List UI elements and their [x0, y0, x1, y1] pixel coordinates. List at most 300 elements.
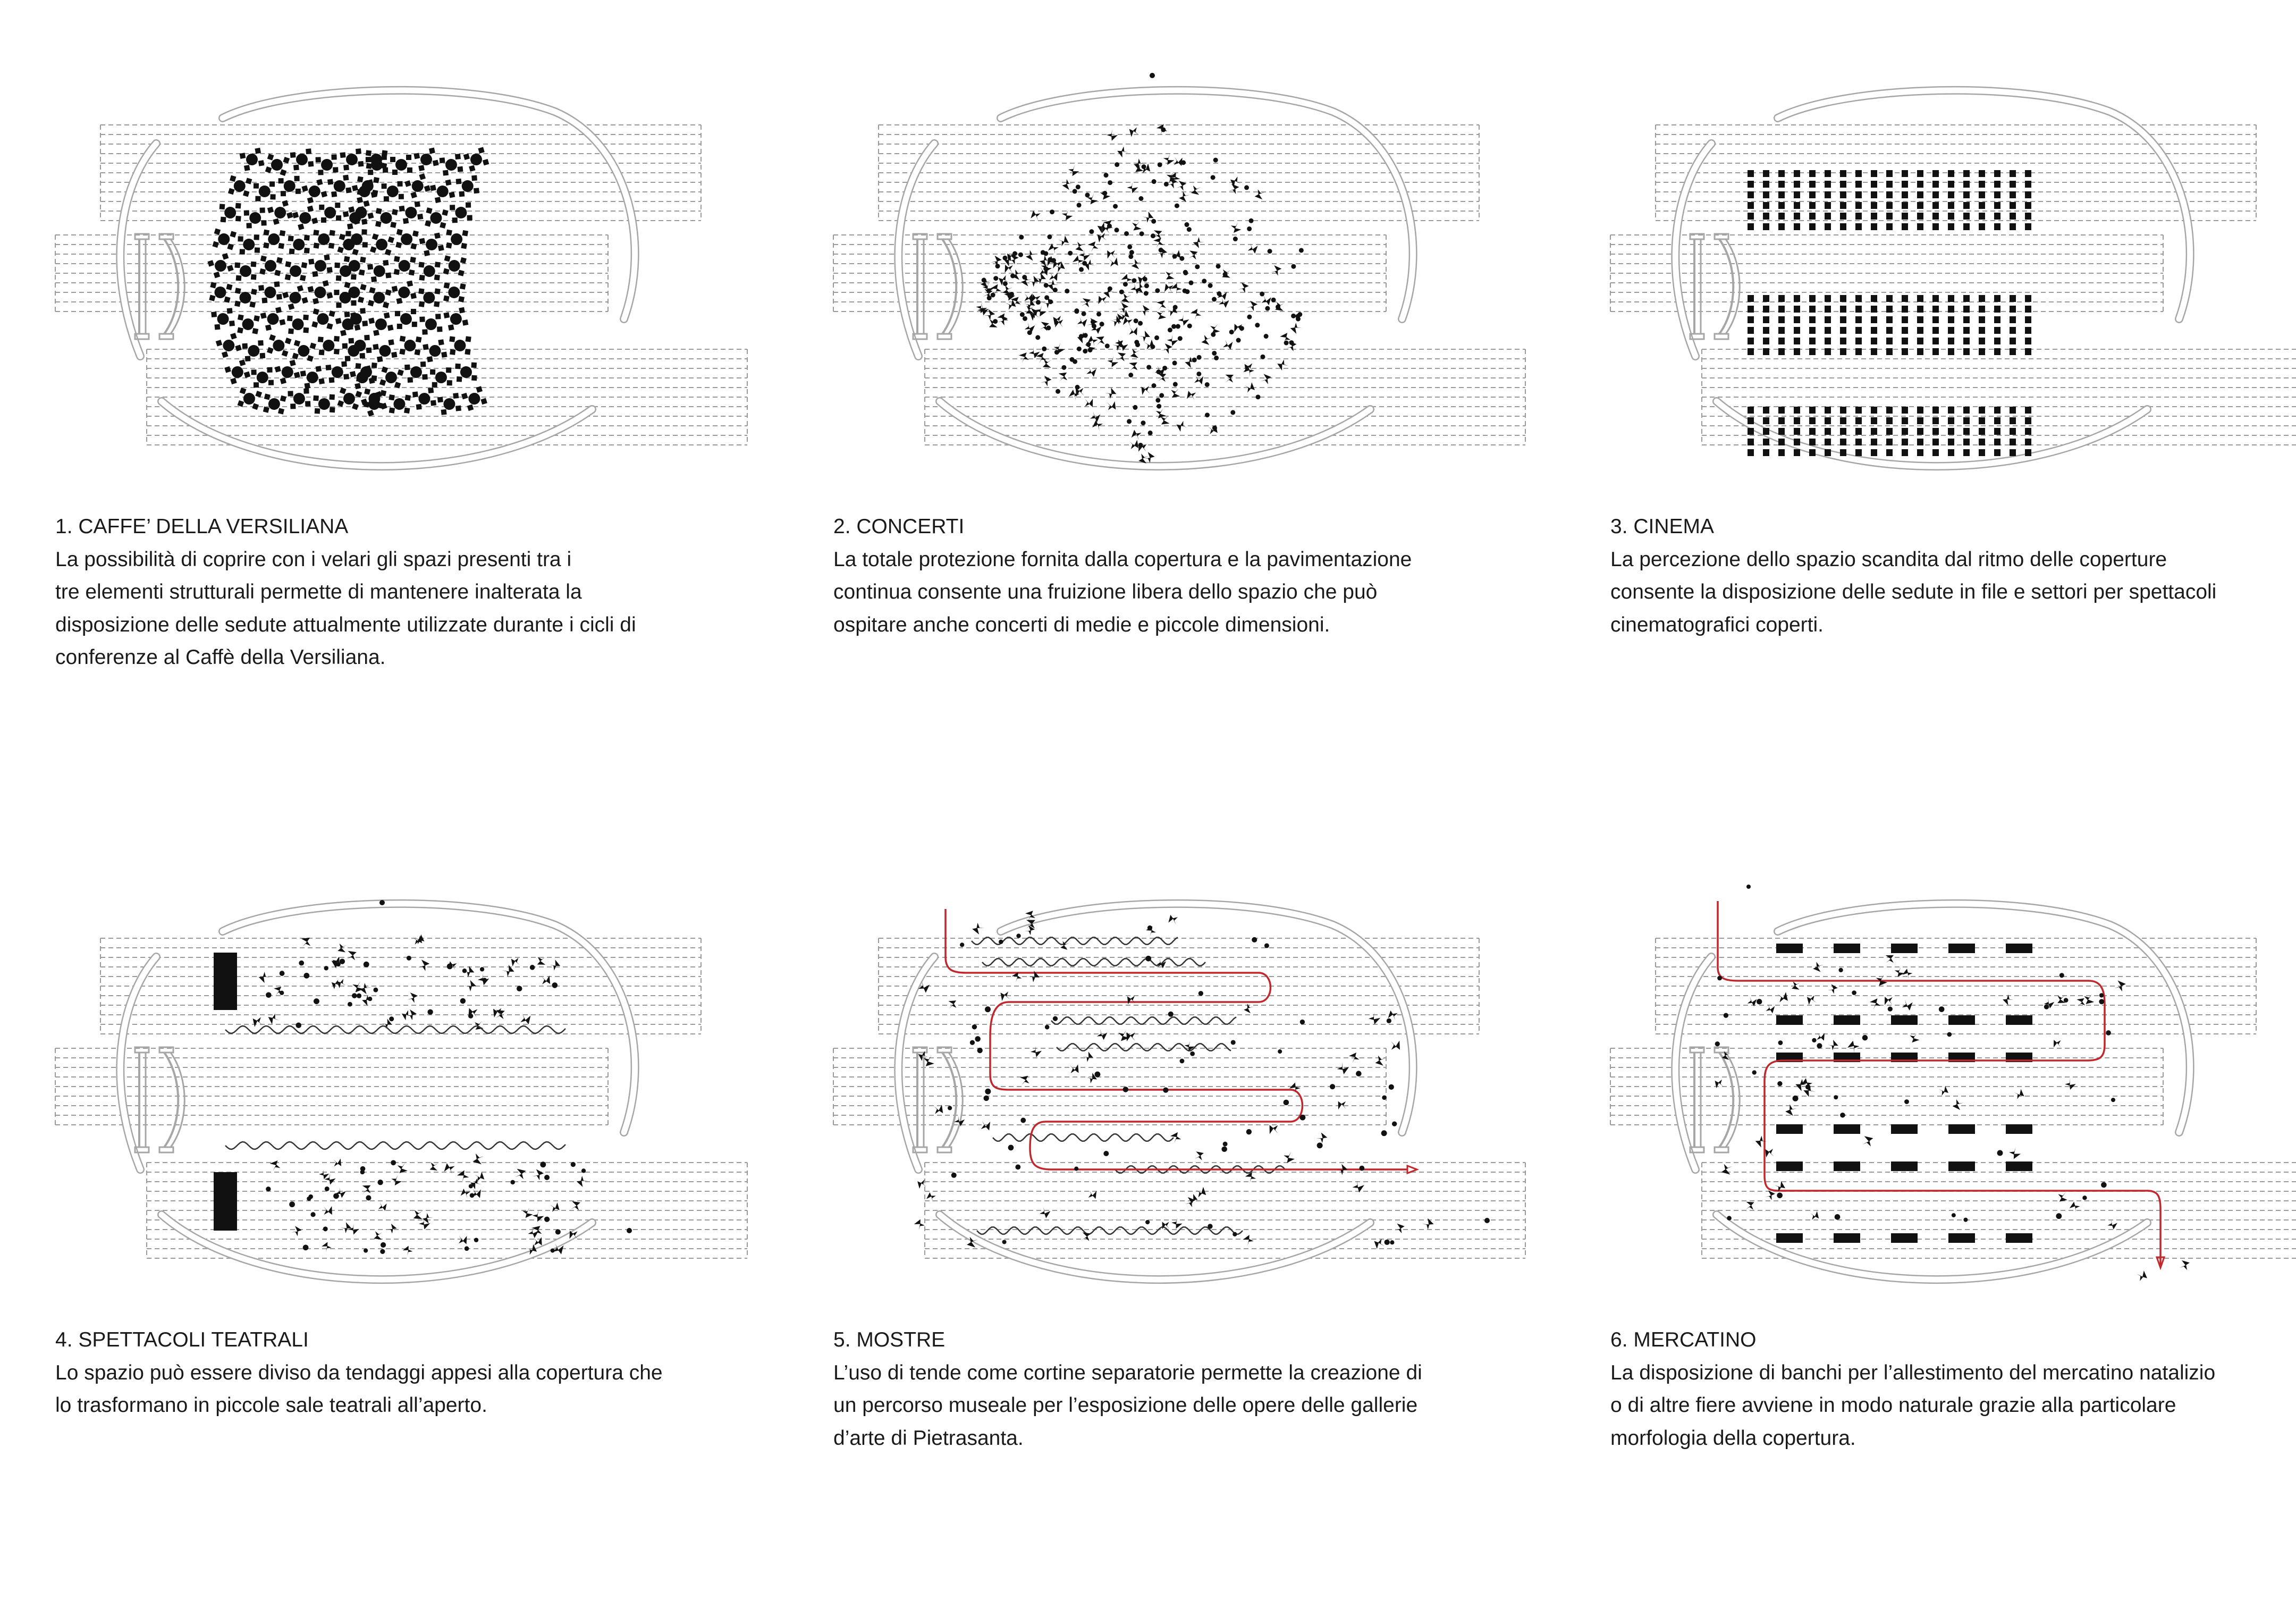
seat: [1794, 306, 1800, 313]
panel-cafe: [55, 69, 746, 803]
dot-mark: [960, 942, 964, 947]
seat: [1809, 213, 1816, 220]
chair: [450, 349, 455, 355]
person-mark: [1085, 365, 1098, 378]
seat: [1948, 407, 1954, 414]
seat: [1748, 439, 1754, 445]
dot-mark: [2099, 999, 2104, 1004]
dot-mark: [1389, 1084, 1394, 1090]
seat: [1794, 327, 1800, 334]
dot-mark: [1297, 312, 1302, 317]
chair: [327, 179, 333, 185]
chair: [307, 197, 314, 204]
chair: [255, 196, 260, 201]
seat: [1825, 181, 1831, 188]
person-mark: [987, 317, 999, 329]
table-top: [264, 286, 276, 299]
person-mark: [1894, 966, 1905, 977]
chair: [458, 296, 465, 302]
dot-mark: [1284, 1100, 1289, 1106]
dot-mark: [1173, 382, 1178, 386]
chair: [438, 245, 444, 251]
person-shape: [402, 1245, 413, 1257]
chair: [384, 313, 390, 319]
cafe-table: [235, 312, 261, 336]
person-mark: [321, 1241, 332, 1252]
dot-mark: [1035, 335, 1040, 340]
dot-mark: [1300, 1115, 1306, 1121]
person-shape: [1259, 373, 1272, 386]
chair: [275, 366, 281, 372]
cafe-table: [387, 392, 412, 416]
frame-arc: [1719, 1053, 1733, 1147]
chair: [383, 302, 389, 308]
seat: [1794, 170, 1800, 177]
dot-mark: [571, 1162, 576, 1167]
chair: [258, 160, 265, 166]
person-shape: [1421, 1217, 1434, 1231]
dot-mark: [1041, 250, 1045, 255]
seat: [1963, 338, 1970, 344]
person-shape: [548, 959, 561, 972]
frame-post: [938, 234, 951, 239]
market-stall: [1948, 1162, 1975, 1171]
person-mark: [1109, 257, 1119, 267]
site-plan: [55, 904, 747, 1280]
dot-mark: [985, 1006, 991, 1012]
seat: [1825, 338, 1831, 344]
seat: [1948, 348, 1954, 355]
seat: [1871, 213, 1877, 220]
dot-mark: [1171, 324, 1176, 329]
table-top: [259, 186, 271, 197]
dot-mark: [1223, 1142, 1228, 1147]
seat: [1902, 407, 1908, 414]
chair: [412, 391, 418, 397]
dot-mark: [1115, 162, 1119, 167]
seat: [1902, 223, 1908, 230]
seat: [2010, 327, 2016, 334]
seat: [1855, 170, 1862, 177]
chair: [297, 285, 303, 291]
panel-title: 5. MOSTRE: [833, 1328, 946, 1351]
chair: [261, 220, 266, 225]
cafe-table: [261, 391, 288, 416]
chair: [360, 308, 366, 314]
person-shape: [1053, 315, 1063, 325]
seat: [1809, 170, 1816, 177]
frame-post: [159, 1147, 173, 1152]
dot-mark: [1862, 1035, 1868, 1041]
person-shape: [925, 1191, 938, 1203]
person-mark: [2008, 1147, 2022, 1160]
person-shape: [532, 1236, 543, 1247]
chair: [285, 274, 291, 281]
dot-mark: [470, 1193, 475, 1198]
chair: [280, 169, 287, 176]
chair: [258, 340, 264, 346]
caption-line: La disposizione di banchi per l’allestimento del mercatino natalizio: [1610, 1361, 2216, 1384]
person-mark: [947, 999, 957, 1009]
person-shape: [1223, 373, 1235, 384]
chair: [379, 379, 386, 386]
seat: [1994, 170, 2000, 177]
person-shape: [1777, 992, 1788, 1003]
seat: [1948, 213, 1954, 220]
seat: [1917, 295, 1923, 302]
dot-mark: [1724, 1013, 1728, 1018]
seat: [1932, 213, 1939, 220]
dot-mark: [1176, 324, 1180, 329]
seat: [1840, 439, 1846, 445]
seat: [1855, 316, 1862, 323]
dot-mark: [289, 1201, 295, 1207]
chair: [235, 216, 241, 222]
person-mark: [1193, 1150, 1205, 1162]
chair: [443, 296, 450, 302]
chair: [301, 297, 308, 304]
seat: [1748, 191, 1754, 198]
seat: [1979, 213, 1985, 220]
stage-block: [214, 953, 237, 1010]
dot-mark: [1056, 389, 1060, 394]
chair: [356, 148, 361, 154]
dot-mark: [1255, 323, 1260, 327]
seat: [2010, 417, 2016, 424]
person-mark: [513, 1167, 527, 1181]
seat: [2025, 316, 2031, 323]
dot-mark: [1152, 179, 1157, 184]
chair: [405, 395, 411, 401]
chair: [368, 318, 375, 324]
panel-title: 1. CAFFE’ DELLA VERSILIANA: [55, 515, 349, 538]
person-mark: [1765, 1003, 1776, 1014]
chair: [441, 409, 447, 415]
dot-mark: [1044, 295, 1049, 300]
seat: [1778, 417, 1785, 424]
cafe-table: [417, 260, 442, 283]
chair: [278, 408, 284, 415]
chair: [285, 338, 292, 344]
seat: [1871, 338, 1877, 344]
dot-mark: [1002, 256, 1007, 260]
chair: [329, 230, 335, 236]
seat: [1794, 439, 1800, 445]
dot-mark: [1197, 355, 1202, 360]
chair: [434, 274, 440, 280]
cafe-table: [278, 176, 301, 197]
dot-mark: [1211, 175, 1215, 180]
seat: [1948, 170, 1954, 177]
dot-mark: [1075, 385, 1080, 390]
seat: [1840, 295, 1846, 302]
chair: [214, 228, 221, 234]
table-top: [249, 212, 261, 224]
dot-mark: [1187, 227, 1192, 232]
person-mark: [269, 1160, 281, 1172]
dot-mark: [1381, 1130, 1387, 1136]
seat: [1902, 327, 1908, 334]
chair: [326, 292, 333, 299]
dot-mark: [1161, 128, 1166, 132]
person-shape: [979, 1119, 992, 1132]
person-shape: [1027, 346, 1041, 359]
seat: [2025, 295, 2031, 302]
frame-arc: [164, 1053, 178, 1147]
seat: [1809, 348, 1816, 355]
table-top: [298, 211, 313, 225]
dot-mark: [1484, 1218, 1490, 1223]
cafe-table: [437, 393, 461, 416]
seat: [1994, 417, 2000, 424]
seat: [1855, 417, 1862, 424]
seat: [2010, 316, 2016, 323]
person-mark: [1137, 304, 1150, 317]
chair: [467, 215, 472, 220]
person-shape: [1184, 356, 1197, 369]
seat: [2010, 348, 2016, 355]
seat: [1809, 223, 1816, 230]
person-mark: [1421, 1217, 1434, 1231]
chair: [235, 344, 242, 351]
chair: [318, 378, 324, 384]
chair: [313, 395, 319, 401]
seat: [1840, 213, 1846, 220]
seat: [1979, 439, 1985, 445]
seat: [1948, 295, 1954, 302]
seat: [2025, 223, 2031, 230]
dot-mark: [280, 971, 285, 976]
person-shape: [1807, 995, 1817, 1005]
dot-mark: [1185, 289, 1190, 294]
chair: [366, 163, 372, 169]
seat: [1763, 449, 1769, 456]
seat: [1794, 417, 1800, 424]
person-mark: [1807, 995, 1817, 1005]
chair: [246, 178, 252, 184]
seat: [1917, 202, 1923, 209]
chair: [381, 163, 387, 169]
dot-mark: [1356, 1071, 1362, 1076]
seat: [1840, 202, 1846, 209]
cafe-table: [397, 334, 423, 358]
dot-mark: [364, 962, 369, 967]
dot-mark: [1717, 976, 1722, 981]
dot-mark: [465, 1246, 469, 1251]
person-shape: [1283, 1151, 1295, 1163]
seat: [1825, 191, 1831, 198]
frame-post: [1690, 1047, 1704, 1053]
dot-mark: [1082, 312, 1086, 316]
chair: [318, 336, 324, 342]
chair: [418, 165, 425, 171]
person-shape: [1067, 389, 1081, 402]
seat: [1963, 407, 1970, 414]
cafe-table: [454, 361, 478, 383]
market-stall: [1776, 1233, 1803, 1243]
seat: [1886, 327, 1893, 334]
dot-mark: [381, 1242, 386, 1248]
seat: [1932, 327, 1939, 334]
dot-mark: [1184, 222, 1189, 227]
dot-mark: [266, 992, 272, 998]
chair: [455, 364, 461, 369]
dot-mark: [1124, 231, 1129, 236]
caption-line: un percorso museale per l’esposizione delle opere delle gallerie: [833, 1394, 1418, 1417]
frame-post: [135, 234, 149, 239]
person-shape: [459, 1188, 471, 1200]
chair: [348, 243, 353, 249]
seat: [1917, 428, 1923, 435]
seat: [1809, 181, 1816, 188]
seat: [2025, 407, 2031, 414]
seat: [1763, 439, 1769, 445]
dot-mark: [1271, 298, 1276, 302]
market-stall: [1834, 1233, 1860, 1243]
seat: [2025, 202, 2031, 209]
chair: [263, 230, 269, 236]
person-mark: [548, 959, 561, 972]
chair: [214, 272, 221, 279]
person-shape: [1389, 1039, 1402, 1051]
chair: [461, 243, 467, 249]
seat: [1748, 316, 1754, 323]
chair: [397, 324, 402, 329]
seat: [1840, 316, 1846, 323]
dot-mark: [357, 994, 361, 998]
cafe-table: [404, 361, 428, 383]
seat: [1778, 191, 1785, 198]
chair: [437, 326, 442, 332]
chair: [357, 197, 363, 203]
seat: [1871, 439, 1877, 445]
roof-ring: [940, 401, 1370, 466]
table-top: [245, 153, 259, 166]
person-shape: [442, 1162, 457, 1176]
table-top: [443, 398, 455, 410]
dot-mark: [1246, 1129, 1252, 1134]
dot-mark: [427, 1009, 433, 1015]
dot-mark: [1208, 1224, 1212, 1228]
person-mark: [442, 1162, 457, 1176]
person-mark: [1827, 1039, 1839, 1051]
table-top: [400, 313, 412, 325]
table-top: [404, 206, 418, 220]
person-mark: [1095, 335, 1105, 346]
caption-line: La totale protezione fornita dalla copertura e la pavimentazione: [833, 548, 1412, 571]
person-mark: [923, 1055, 934, 1066]
market-stall-icon: [1610, 882, 2296, 1308]
chair: [294, 176, 300, 181]
table-top: [306, 371, 319, 384]
seat: [1886, 295, 1893, 302]
person-mark: [1754, 1135, 1768, 1149]
person-mark: [531, 1168, 545, 1182]
market-stall: [1776, 944, 1803, 953]
seat: [1794, 407, 1800, 414]
person-mark: [406, 991, 419, 1004]
person-shape: [1242, 1234, 1254, 1247]
chair: [373, 344, 378, 350]
dot-mark: [1952, 1213, 1956, 1217]
seat: [1963, 181, 1970, 188]
cafe-table: [448, 334, 472, 357]
person-shape: [1374, 1054, 1387, 1067]
person-mark: [1269, 264, 1282, 277]
chair: [236, 275, 242, 281]
seat: [1948, 449, 1954, 456]
table-top: [318, 398, 330, 410]
seat: [1855, 348, 1862, 355]
table-top: [387, 186, 399, 197]
seat: [1748, 348, 1754, 355]
chair: [251, 369, 257, 375]
caption-line: L’uso di tende come cortine separatorie permette la creazione di: [833, 1361, 1422, 1384]
person-mark: [1315, 1131, 1328, 1144]
dot-mark: [1079, 334, 1084, 339]
dot-mark: [379, 900, 385, 905]
person-shape: [457, 1234, 469, 1245]
chair: [252, 328, 258, 334]
chair: [437, 397, 443, 402]
dot-mark: [333, 1193, 339, 1199]
dot-mark: [1778, 1040, 1783, 1045]
chair: [407, 281, 413, 287]
frame-post: [1715, 1147, 1728, 1152]
chair: [410, 293, 417, 299]
person-shape: [1082, 1051, 1094, 1063]
chair: [441, 352, 447, 358]
dot-mark: [1154, 335, 1159, 340]
chair: [372, 363, 377, 368]
seat: [1763, 191, 1769, 198]
chair: [419, 173, 426, 180]
dot-mark: [1244, 185, 1249, 190]
person-shape: [1754, 1135, 1768, 1149]
seat: [1994, 213, 2000, 220]
cafe-table: [257, 254, 284, 279]
person-mark: [361, 1184, 372, 1195]
chair: [280, 230, 286, 237]
chair: [240, 249, 245, 254]
dot-mark: [314, 998, 319, 1004]
person-shape: [1106, 400, 1117, 411]
person-shape: [923, 1055, 934, 1066]
chair: [255, 391, 262, 398]
chair: [348, 206, 354, 213]
seat: [1794, 348, 1800, 355]
chair: [391, 352, 397, 358]
person-mark: [1192, 236, 1205, 249]
chair: [288, 304, 294, 310]
chair: [308, 286, 314, 292]
cafe-table: [292, 205, 319, 231]
table-top: [445, 158, 458, 171]
seat: [1763, 181, 1769, 188]
person-shape: [1153, 238, 1164, 248]
dot-mark: [1247, 315, 1252, 319]
cafe-table: [288, 388, 310, 409]
chair: [352, 403, 359, 410]
seat: [1917, 181, 1923, 188]
chair: [329, 377, 335, 383]
chair: [230, 231, 237, 237]
caption-concerti: [833, 510, 1524, 641]
chair: [474, 188, 479, 193]
dot-mark: [307, 1197, 311, 1201]
dot-mark: [1104, 173, 1109, 178]
chair: [282, 350, 289, 357]
